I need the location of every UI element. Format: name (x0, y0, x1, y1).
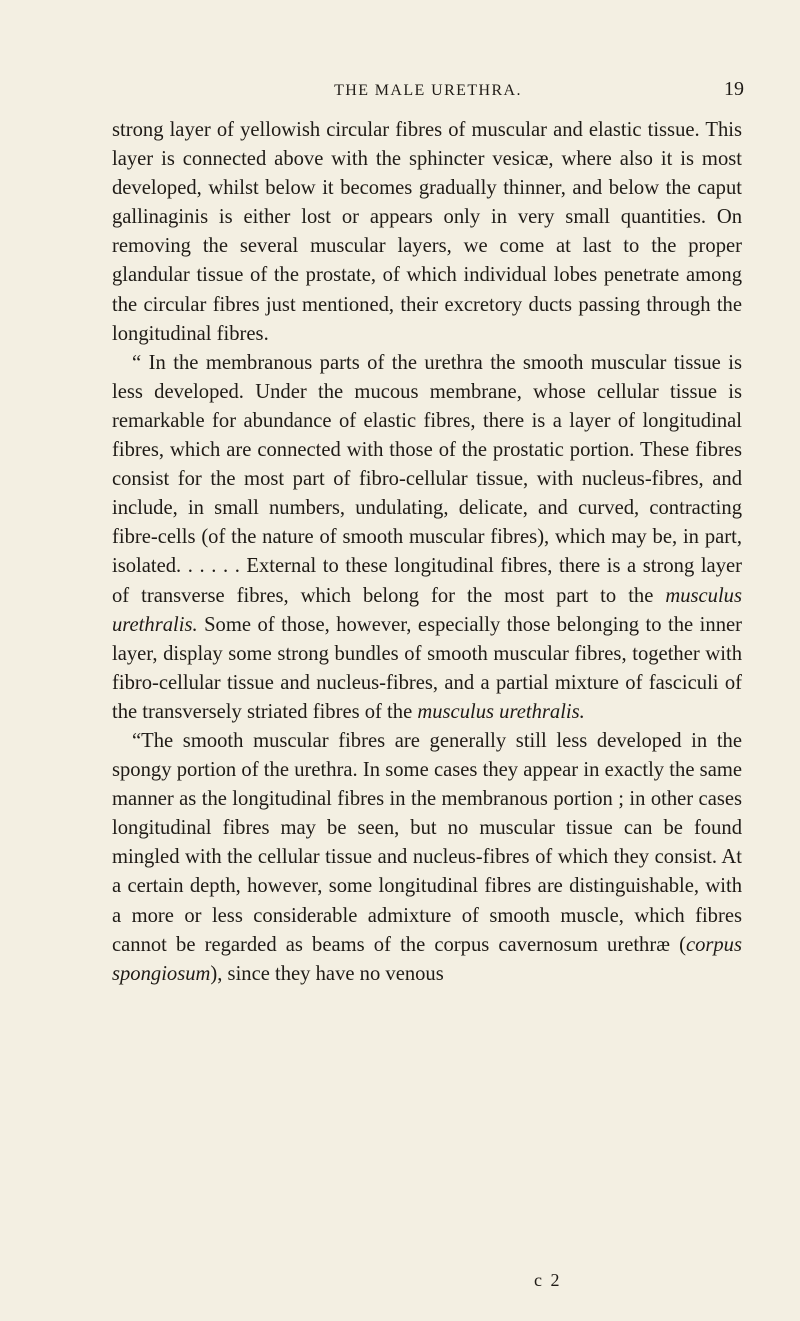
paragraph-3-text-b: ), since they have no venous (210, 962, 444, 985)
signature-mark: c 2 (534, 1270, 562, 1290)
paragraph-2-italic-1: musculus urethralis. (112, 584, 742, 636)
paragraph-3-text-a: “The smooth muscular fibres are generally still less developed in the spongy portion of the urethra. In some cases they appear in exactly the same manner as the longitudinal fibres in the membranous portion ; in other cases longitudinal fibres may be seen, but no muscular tissue can be found mingled with the cellular tissue and nucleus-fibres of which they consist. At a certain depth, however, some longitudinal fibres are distinguishable, with a more or less considerable admixture of smooth muscle, which fibres cannot be regarded as beams of the corpus cavernosum urethræ ( (112, 729, 742, 956)
page-header (112, 78, 744, 108)
running-title: THE MALE URETHRA. (334, 82, 522, 99)
paragraph-3 (112, 727, 742, 989)
paragraph-2-text-b: Some of those, however, especially those belonging to the inner layer, display some strong bundles of smooth muscular fibres, together with fibro-cellular tissue and nucleus-fibres, and a partial mixture of fasciculi of the transversely striated fibres of the (112, 613, 742, 723)
page-number: 19 (724, 78, 744, 100)
body-text (112, 116, 742, 989)
paragraph-2-text-a: “ In the membranous parts of the urethra the smooth muscular tissue is less developed. Under the mucous membrane, whose cellular tissue is remarkable for abundance of elastic fibres, there is a layer of longitudinal fibres, which are connected with those of the prostatic portion. These fibres consist for the most part of fibro-cellular tissue, with nucleus-fibres, and include, in small numbers, undulating, delicate, and curved, contracting fibre-cells (of the nature of smooth muscular fibres), which may be, in part, isolated. . . . . . External to these longitudinal fibres, there is a strong layer of transverse fibres, which belong for the most part to the (112, 351, 742, 607)
paragraph-1: strong layer of yellowish circular fibres of muscular and elastic tissue. This layer is connected above with the sphincter vesicæ, where also it is most developed, whilst below it becomes gradually thinner, and below the caput gallinaginis is either lost or appears only in very small quantities. On removing the several muscular layers, we come at last to the proper glandular tissue of the prostate, of which individual lobes penetrate among the circular fibres just mentioned, their excretory ducts passing through the longitudinal fibres. (112, 119, 742, 345)
paragraph-2-italic-2: musculus urethralis. (417, 700, 585, 723)
paragraph-2 (112, 349, 742, 727)
paragraph-3-italic: corpus spongiosum (112, 933, 742, 985)
